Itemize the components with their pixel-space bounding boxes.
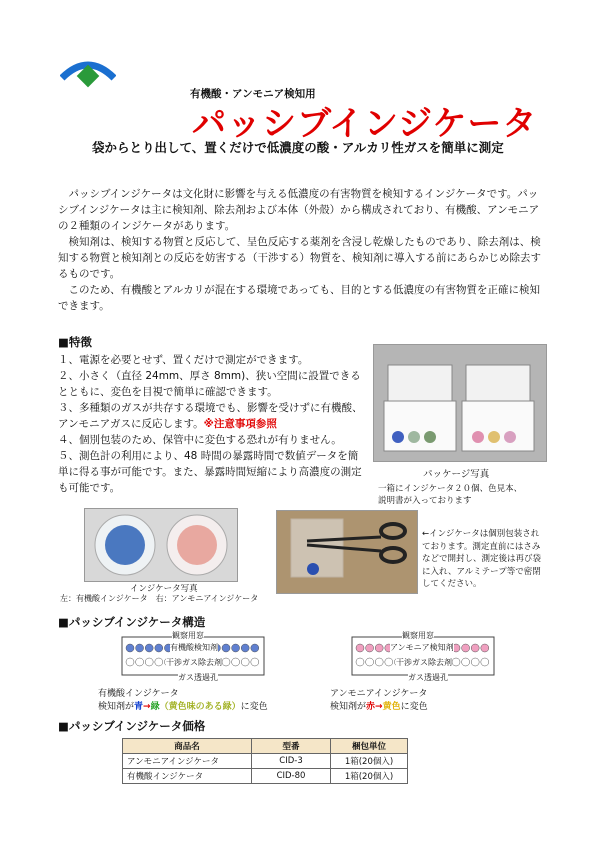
ammonia-color-change [330,699,428,712]
observation-window-label: 観察用窓 [172,631,204,640]
color-to-detail: （黄色味のある緑） [159,702,241,712]
indicator-photo [84,508,238,582]
product-name-cell: 有機酸インジケータ [123,769,252,784]
package-unit-cell: 1箱(20個入) [331,754,408,769]
feature-text: ３、多種類のガスが共存する環境でも、影響を受けずに有機酸、アンモニアガスに反応します。 [58,402,363,430]
scissors-photo [276,510,418,594]
granule-bead [366,644,374,652]
tagline: 袋からとり出して、置くだけで低濃度の酸・アルカリ性ガスを簡単に測定 [92,140,504,155]
column-header: 商品名 [123,739,252,754]
color-to: 緑 [150,702,160,712]
granule-bead [155,658,163,666]
organic-acid-indicator-name: 有機酸インジケータ [98,689,179,699]
package-note: 説明書が入っております [378,496,472,506]
granule-bead [471,644,479,652]
page-title: パッシブインジケータ [192,104,538,144]
granule-bead [356,644,364,652]
granule-bead [385,658,393,666]
price-heading: ■パッシブインジケータ価格 [58,719,206,733]
change-suffix: に変色 [240,702,268,712]
granule-bead [241,644,249,652]
table-row [123,769,408,784]
remover-layer-label: 干渉ガス除去剤 [166,658,222,667]
package-unit-cell: 1箱(20個入) [331,769,408,784]
table-header-row [123,739,408,754]
indicator-photo-caption: インジケータ写真 [130,584,198,594]
granule-bead [462,644,470,652]
product-name-cell: アンモニアインジケータ [123,754,252,769]
granule-bead [126,644,134,652]
remover-layer-label: 干渉ガス除去剤 [396,658,452,667]
granule-bead [375,658,383,666]
detector-layer-label: 有機酸検知剤 [170,643,218,652]
granule-bead [222,644,230,652]
granule-bead [481,644,489,652]
granule-bead [232,658,240,666]
gas-hole-label: ガス透過孔 [178,673,218,682]
feature-item: ４、個別包装のため、保管中に変色する恐れが有りません。 [58,434,342,446]
granule-bead [471,658,479,666]
granule-bead [251,658,259,666]
indicator-photo-image [85,509,237,581]
granule-bead [452,658,460,666]
feature-item: ２、小さく（直径 24mm、厚さ 8mm)、狭い空間に設置できるとともに、変色を目視で簡単に確認できます。 [58,370,361,398]
granule-bead [155,644,163,652]
product-subtitle: 有機酸・アンモニア検知用 [190,88,316,100]
organic-acid-structure-diagram [120,632,266,680]
feature-item: １、電源を必要とせず、置くだけで測定ができます。 [58,354,309,366]
package-photo-caption: パッケージ写真 [423,469,490,480]
detector-layer-label: アンモニア検知剤 [390,643,454,652]
arrow: → [143,702,151,712]
granule-bead [356,658,364,666]
package-photo-image [374,345,546,461]
granule-bead [126,658,134,666]
structure-heading: ■パッシブインジケータ構造 [58,615,206,629]
granule-bead [222,658,230,666]
granule-bead [481,658,489,666]
intro-paragraph: このため、有機酸とアルカリが混在する環境であっても、目的とする低濃度の有害物質を正確に検知できます。 [58,284,541,312]
color-to: 黄色 [382,702,401,712]
caution-note-link[interactable]: ※注意事項参照 [203,418,277,430]
granule-bead [241,658,249,666]
column-header: 梱包単位 [331,739,408,754]
feature-item: ５、測色計の利用により、48 時間の暴露時間で数値データを簡単に得る事が可能です。また、暴露時間短縮により高濃度の測定も可能です。 [58,450,362,494]
indicator-photo-note: 左：有機酸インジケータ 右：アンモニアインジケータ [60,594,259,603]
granule-bead [251,644,259,652]
scissors-note: ←インジケータは個別包装されております。測定直前にはさみなどで開封し、測定後は再び袋に入れ、アルミテープ等で密閉してください。 [422,529,542,589]
company-logo-icon [60,58,116,92]
package-photo [373,344,547,462]
features-heading: ■特徴 [58,335,92,349]
granule-bead [136,644,144,652]
granule-bead [136,658,144,666]
intro-paragraph: 検知剤は、検知する物質と反応して、呈色反応する薬剤を含浸し乾燥したものであり、除去剤は、検知する物質と検知剤との反応を妨害する（干渉する）物質を、検知剤に導入する前にあらかじめ除去するものです。 [58,236,541,280]
table-row [123,754,408,769]
feature-item [58,400,368,432]
ammonia-structure-diagram [350,632,496,680]
package-note: 一箱にインジケータ２０個、色見本、 [378,484,523,494]
organic-acid-color-change [98,699,268,712]
change-prefix: 検知剤が [330,702,367,712]
intro-text [58,186,544,314]
granule-bead [232,644,240,652]
color-from: 青 [134,702,144,712]
color-from: 赤 [366,702,376,712]
price-table [122,738,408,784]
granule-bead [145,644,153,652]
change-prefix: 検知剤が [98,702,135,712]
scissors-photo-image [277,511,417,593]
arrow: → [375,702,383,712]
column-header: 型番 [252,739,331,754]
granule-bead [145,658,153,666]
gas-hole-label: ガス透過孔 [408,673,448,682]
observation-window-label: 観察用窓 [402,631,434,640]
intro-paragraph: パッシブインジケータは文化財に影響を与える低濃度の有害物質を検知するインジケータです。パッシブインジケータは主に検知剤、除去剤および本体（外殻）から構成されており、有機酸、アンモニアの２種類のインジケータがあります。 [58,188,540,232]
ammonia-indicator-name: アンモニアインジケータ [330,689,428,699]
model-cell: CID-3 [252,754,331,769]
granule-bead [366,658,374,666]
granule-bead [462,658,470,666]
change-suffix: に変色 [400,702,428,712]
features-list [58,352,368,496]
granule-bead [375,644,383,652]
model-cell: CID-80 [252,769,331,784]
